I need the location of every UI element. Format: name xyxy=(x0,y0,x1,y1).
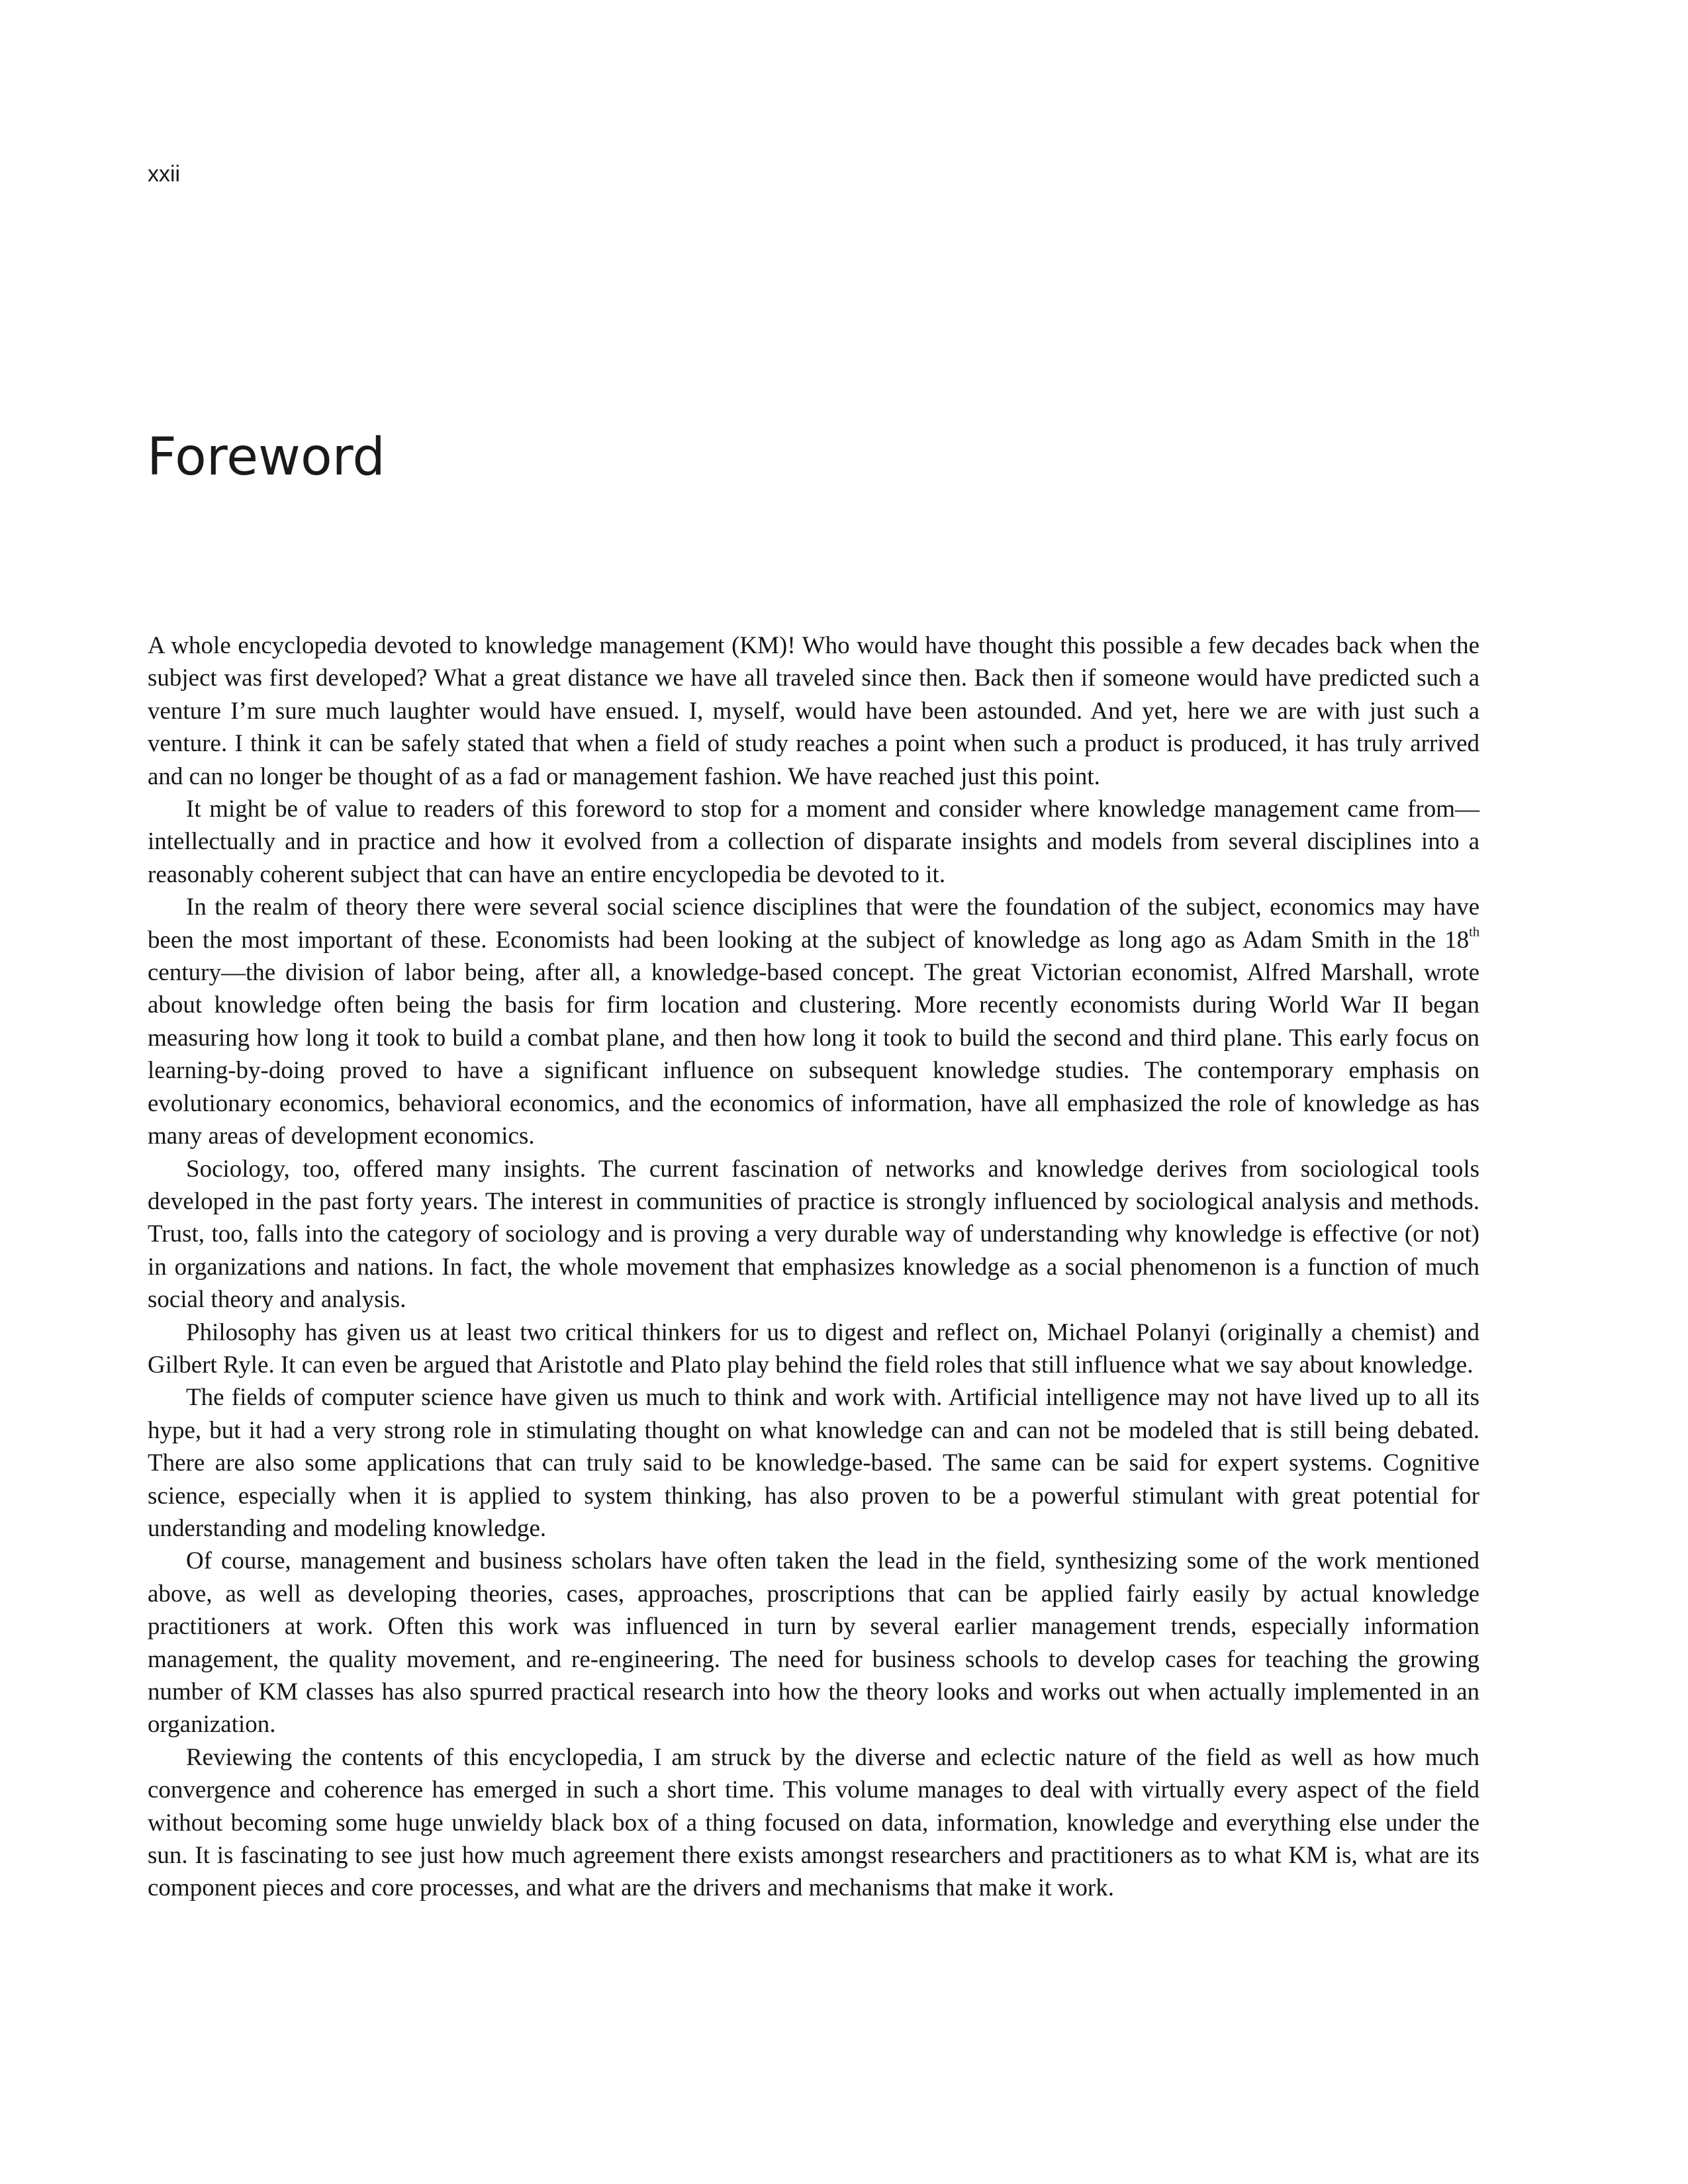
paragraph-6: The fields of computer science have given us much to think and work with. Artificial intelligence may not have lived up to all its hype, but it had a very strong role in stimulating thought on what knowledge can and can not be modeled that is still being debated. There are also some applications that can truly said to be knowledge-based. The same can be said for expert systems. Cognitive science, especially when it is applied to system thinking, has also proven to be a powerful stimulant with great potential for understanding and modeling knowledge. xyxy=(148,1384,1479,1542)
paragraph-3 xyxy=(148,891,1479,1152)
paragraph-1: A whole encyclopedia devoted to knowledge management (KM)! Who would have thought this possible a few decades back when the subject was first developed? What a great distance we have all traveled since then. Back then if someone would have predicted such a venture I’m sure much laughter would have ensued. I, myself, would have been astounded. And yet, here we are with just such a venture. I think it can be safely stated that when a field of study reaches a point when such a product is produced, it has truly arrived and can no longer be thought of as a fad or management fashion. We have reached just this point. xyxy=(148,632,1479,790)
page-number: xxii xyxy=(148,161,181,187)
paragraph-3-text-start: In the realm of theory there were several social science disciplines that were the foundation of the subject, economics may have been the most important of these. Economists had been looking at the subject of knowledge as long ago as Adam Smith in the 18 xyxy=(148,893,1479,954)
page-title: Foreword xyxy=(147,428,385,487)
paragraph-4: Sociology, too, offered many insights. The current fascination of networks and knowledge derives from sociological tools developed in the past forty years. The interest in communities of practice is strongly influenced by sociological analysis and methods. Trust, too, falls into the category of sociology and is proving a very durable way of understanding why knowledge is effective (or not) in organizations and nations. In fact, the whole movement that emphasizes knowledge as a social phenomenon is a function of much social theory and analysis. xyxy=(148,1155,1479,1314)
foreword-body xyxy=(148,629,1479,1905)
ordinal-suffix: th xyxy=(1469,925,1479,940)
paragraph-5: Philosophy has given us at least two critical thinkers for us to digest and reflect on, Michael Polanyi (originally a chemist) and Gilbert Ryle. It can even be argued that Aristotle and Plato play behind the field roles that still influence what we say about knowledge. xyxy=(148,1318,1479,1379)
paragraph-8: Reviewing the contents of this encyclopedia, I am struck by the diverse and eclectic nature of the field as well as how much convergence and coherence has emerged in such a short time. This volume manages to deal with virtually every aspect of the field without becoming some huge unwieldy black box of a thing focused on data, information, knowledge and everything else under the sun. It is fascinating to see just how much agreement there exists amongst researchers and practitioners as to what KM is, what are its component pieces and core processes, and what are the drivers and mechanisms that make it work. xyxy=(148,1743,1479,1902)
paragraph-3-text-end: century—the division of labor being, after all, a knowledge-based concept. The great Victorian economist, Alfred Marshall, wrote about knowledge often being the basis for firm location and clustering. More recently economists during World War II began measuring how long it took to build a combat plane, and then how long it took to build the second and third plane. This early focus on learning-by-doing proved to have a significant influence on subsequent knowledge studies. The contemporary emphasis on evolutionary economics, behavioral economics, and the economics of information, have all emphasized the role of knowledge as has many areas of development economics. xyxy=(148,959,1479,1150)
paragraph-7: Of course, management and business scholars have often taken the lead in the field, synthesizing some of the work mentioned above, as well as developing theories, cases, approaches, proscriptions that can be applied fairly easily by actual knowledge practitioners at work. Often this work was influenced in turn by several earlier management trends, especially information management, the quality movement, and re-engineering. The need for business schools to develop cases for teaching the growing number of KM classes has also spurred practical research into how the theory looks and works out when actually implemented in an organization. xyxy=(148,1547,1479,1739)
paragraph-2: It might be of value to readers of this foreword to stop for a moment and consider where knowledge management came from—intellectually and in practice and how it evolved from a collection of disparate insights and models from several disciplines into a reasonably coherent subject that can have an entire encyclopedia be devoted to it. xyxy=(148,796,1479,888)
